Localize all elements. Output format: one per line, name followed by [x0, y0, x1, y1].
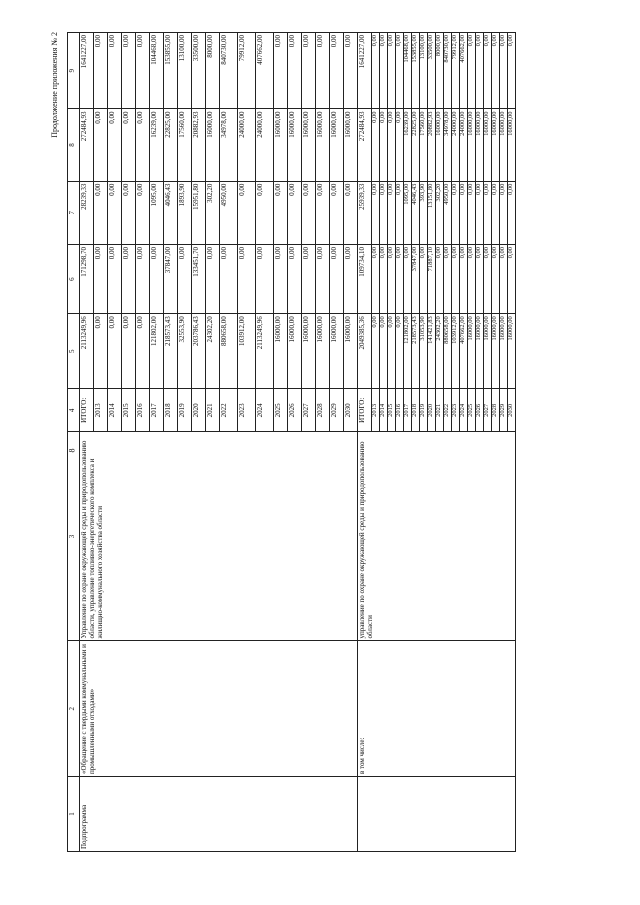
value-cell: 0,00	[238, 181, 256, 244]
value-cell: 16000,00	[330, 109, 344, 181]
value-cell: 24000,00	[238, 109, 256, 181]
appendix-caption: Продолжение приложения № 2	[50, 32, 59, 138]
value-cell: 79912,00	[238, 33, 256, 109]
value-cell: 0,00	[330, 245, 344, 314]
year-cell: 2030	[344, 389, 358, 432]
value-cell: 0,00	[238, 245, 256, 314]
value-cell: 0,00	[136, 181, 150, 244]
rotated-table-sheet	[50, 32, 564, 852]
value-cell: 24302,20	[436, 314, 444, 389]
year-cell: 2017	[404, 389, 412, 432]
year-cell: 2025	[468, 389, 476, 432]
value-cell: 0,00	[468, 245, 476, 314]
value-cell: 0,00	[468, 33, 476, 109]
value-cell: 32553,90	[178, 314, 192, 389]
value-cell: 0,00	[444, 245, 452, 314]
value-cell: 24000,00	[452, 109, 460, 181]
value-cell: 0,00	[344, 181, 358, 244]
value-cell: 13151,80	[428, 181, 436, 244]
value-cell: 0,00	[508, 245, 516, 314]
year-cell: 2023	[452, 389, 460, 432]
value-cell: 16000,00	[484, 109, 492, 181]
col-header: 6	[68, 245, 80, 314]
value-cell: 17560,00	[420, 109, 428, 181]
value-cell: 0,00	[136, 109, 150, 181]
year-cell: 2013	[94, 389, 108, 432]
value-cell: 0,00	[372, 109, 380, 181]
value-cell: 2113249,96	[256, 314, 274, 389]
value-cell: 0,00	[460, 245, 468, 314]
year-cell: 2030	[508, 389, 516, 432]
value-cell: 0,00	[108, 245, 122, 314]
year-cell: 2018	[412, 389, 420, 432]
table-row	[358, 33, 372, 852]
value-cell: 0,00	[206, 245, 220, 314]
value-cell: 121802,00	[404, 314, 412, 389]
value-cell: 4046,43	[412, 181, 420, 244]
value-cell: 31053,90	[420, 314, 428, 389]
value-cell: 0,00	[388, 314, 396, 389]
value-cell: 16000,00	[500, 314, 508, 389]
value-cell: 0,00	[396, 33, 404, 109]
year-cell: 2028	[316, 389, 330, 432]
value-cell: 16000,00	[468, 314, 476, 389]
value-cell: 171298,70	[80, 245, 94, 314]
value-cell: 0,00	[396, 181, 404, 244]
value-cell: 0,00	[344, 33, 358, 109]
value-cell: 109734,10	[358, 245, 372, 314]
value-cell: 8000,00	[206, 33, 220, 109]
value-cell: 0,00	[484, 245, 492, 314]
value-cell: 0,00	[122, 109, 136, 181]
value-cell: 0,00	[380, 314, 388, 389]
value-cell: 0,00	[436, 245, 444, 314]
value-cell: 218573,43	[164, 314, 178, 389]
value-cell: 4950,00	[220, 181, 238, 244]
table-row	[80, 33, 94, 852]
value-cell: 16000,00	[206, 109, 220, 181]
page-number: 8	[67, 448, 77, 453]
value-cell: 0,00	[372, 181, 380, 244]
value-cell: 0,00	[122, 181, 136, 244]
value-cell: 1641227,00	[80, 33, 94, 109]
value-cell: 0,00	[484, 181, 492, 244]
value-cell: 2049385,36	[358, 314, 372, 389]
year-cell: 2015	[122, 389, 136, 432]
value-cell: 0,00	[396, 314, 404, 389]
value-cell: 33500,00	[428, 33, 436, 109]
value-cell: 0,00	[94, 314, 108, 389]
year-cell: ИТОГО:	[80, 389, 94, 432]
value-cell: 880658,00	[444, 314, 452, 389]
value-cell: 16000,00	[492, 109, 500, 181]
value-cell: 272484,93	[80, 109, 94, 181]
value-cell: 203786,43	[192, 314, 206, 389]
value-cell: 71887,10	[428, 245, 436, 314]
value-cell: 153855,00	[412, 33, 420, 109]
value-cell: 16000,00	[302, 109, 316, 181]
value-cell: 16000,00	[476, 109, 484, 181]
col-header: 7	[68, 181, 80, 244]
value-cell: 840730,00	[444, 33, 452, 109]
value-cell: 393,90	[420, 181, 428, 244]
value-cell: 0,00	[492, 181, 500, 244]
value-cell: 0,00	[288, 33, 302, 109]
value-cell: 16000,00	[476, 314, 484, 389]
value-cell: 0,00	[460, 181, 468, 244]
value-cell: 407662,00	[256, 33, 274, 109]
value-cell: 16000,00	[508, 314, 516, 389]
value-cell: 407662,00	[460, 33, 468, 109]
value-cell: 4950,00	[444, 181, 452, 244]
year-cell: 2020	[428, 389, 436, 432]
value-cell: 13100,00	[420, 33, 428, 109]
value-cell: 20882,93	[428, 109, 436, 181]
value-cell: 0,00	[274, 33, 288, 109]
year-cell: 2027	[302, 389, 316, 432]
value-cell: 0,00	[122, 314, 136, 389]
col-header: 9	[68, 33, 80, 109]
value-cell: 24000,00	[460, 109, 468, 181]
value-cell: 0,00	[220, 245, 238, 314]
program-type-cell: Подпрограмма	[80, 777, 358, 852]
value-cell: 16000,00	[274, 109, 288, 181]
year-cell: 2022	[220, 389, 238, 432]
value-cell: 16000,00	[274, 314, 288, 389]
value-cell: 0,00	[388, 181, 396, 244]
value-cell: 1095,00	[404, 181, 412, 244]
year-cell: 2020	[192, 389, 206, 432]
value-cell: 16000,00	[500, 109, 508, 181]
value-cell: 2113249,96	[80, 314, 94, 389]
value-cell: 0,00	[388, 33, 396, 109]
year-cell: 2026	[288, 389, 302, 432]
value-cell: 104468,00	[150, 33, 164, 109]
value-cell: 0,00	[452, 181, 460, 244]
value-cell: 0,00	[500, 33, 508, 109]
value-cell: 0,00	[316, 181, 330, 244]
value-cell: 0,00	[136, 33, 150, 109]
value-cell: 0,00	[274, 181, 288, 244]
year-cell: 2025	[274, 389, 288, 432]
year-cell: 2024	[256, 389, 274, 432]
value-cell: 0,00	[452, 245, 460, 314]
value-cell: 0,00	[288, 181, 302, 244]
col-header: 3	[68, 432, 80, 641]
value-cell: 16000,00	[492, 314, 500, 389]
value-cell: 16000,00	[302, 314, 316, 389]
value-cell: 0,00	[330, 181, 344, 244]
col-header: 4	[68, 389, 80, 432]
value-cell: 0,00	[476, 181, 484, 244]
year-cell: 2015	[388, 389, 396, 432]
value-cell: 0,00	[256, 245, 274, 314]
value-cell: 0,00	[94, 181, 108, 244]
empty-cell	[358, 777, 516, 852]
year-cell: 2026	[476, 389, 484, 432]
value-cell: 0,00	[380, 181, 388, 244]
value-cell: 0,00	[500, 245, 508, 314]
value-cell: 0,00	[256, 181, 274, 244]
value-cell: 0,00	[344, 245, 358, 314]
value-cell: 0,00	[380, 109, 388, 181]
value-cell: 0,00	[94, 33, 108, 109]
value-cell: 1095,00	[150, 181, 164, 244]
value-cell: 28239,33	[80, 181, 94, 244]
year-cell: 2023	[238, 389, 256, 432]
value-cell: 22825,00	[164, 109, 178, 181]
value-cell: 0,00	[372, 33, 380, 109]
value-cell: 8000,00	[436, 33, 444, 109]
value-cell: 0,00	[388, 245, 396, 314]
value-cell: 16000,00	[288, 109, 302, 181]
value-cell: 1893,90	[178, 181, 192, 244]
year-cell: ИТОГО:	[358, 389, 372, 432]
value-cell: 0,00	[396, 109, 404, 181]
value-cell: 0,00	[508, 33, 516, 109]
value-cell: 302,20	[436, 181, 444, 244]
value-cell: 0,00	[108, 109, 122, 181]
value-cell: 16000,00	[288, 314, 302, 389]
value-cell: 13100,00	[178, 33, 192, 109]
value-cell: 34978,00	[444, 109, 452, 181]
year-cell: 2022	[444, 389, 452, 432]
value-cell: 17560,00	[178, 109, 192, 181]
value-cell: 133451,70	[192, 245, 206, 314]
value-cell: 16000,00	[436, 109, 444, 181]
value-cell: 104468,00	[404, 33, 412, 109]
value-cell: 4046,43	[164, 181, 178, 244]
col-header: 8	[68, 109, 80, 181]
value-cell: 0,00	[468, 181, 476, 244]
value-cell: 0,00	[372, 314, 380, 389]
value-cell: 272484,93	[358, 109, 372, 181]
including-section	[358, 33, 516, 852]
year-cell: 2024	[460, 389, 468, 432]
value-cell: 0,00	[122, 33, 136, 109]
value-cell: 16000,00	[484, 314, 492, 389]
value-cell: 22825,00	[412, 109, 420, 181]
value-cell: 15951,80	[192, 181, 206, 244]
value-cell: 0,00	[108, 181, 122, 244]
year-cell: 2018	[164, 389, 178, 432]
value-cell: 0,00	[288, 245, 302, 314]
value-cell: 0,00	[396, 245, 404, 314]
value-cell: 16000,00	[508, 109, 516, 181]
including-label-cell: в том числе:	[358, 641, 516, 777]
value-cell: 37847,00	[412, 245, 420, 314]
value-cell: 0,00	[492, 245, 500, 314]
value-cell: 25939,33	[358, 181, 372, 244]
year-cell: 2021	[436, 389, 444, 432]
year-cell: 2016	[396, 389, 404, 432]
value-cell: 0,00	[476, 33, 484, 109]
value-cell: 0,00	[388, 109, 396, 181]
value-cell: 0,00	[136, 245, 150, 314]
value-cell: 24000,00	[256, 109, 274, 181]
col-header: 5	[68, 314, 80, 389]
year-cell: 2029	[330, 389, 344, 432]
year-cell: 2029	[500, 389, 508, 432]
value-cell: 16000,00	[344, 109, 358, 181]
value-cell: 103912,00	[452, 314, 460, 389]
value-cell: 0,00	[122, 245, 136, 314]
year-cell: 2016	[136, 389, 150, 432]
value-cell: 33500,00	[192, 33, 206, 109]
year-cell: 2013	[372, 389, 380, 432]
value-cell: 103912,00	[238, 314, 256, 389]
value-cell: 0,00	[108, 33, 122, 109]
value-cell: 218573,43	[412, 314, 420, 389]
value-cell: 0,00	[500, 181, 508, 244]
value-cell: 0,00	[484, 33, 492, 109]
year-cell: 2019	[420, 389, 428, 432]
value-cell: 16000,00	[344, 314, 358, 389]
value-cell: 141421,83	[428, 314, 436, 389]
year-cell: 2014	[380, 389, 388, 432]
value-cell: 153855,00	[164, 33, 178, 109]
value-cell: 0,00	[420, 245, 428, 314]
value-cell: 79912,00	[452, 33, 460, 109]
column-number-row	[68, 33, 80, 852]
year-cell: 2028	[492, 389, 500, 432]
value-cell: 0,00	[150, 245, 164, 314]
value-cell: 0,00	[178, 245, 192, 314]
year-cell: 2014	[108, 389, 122, 432]
col-header: 2	[68, 641, 80, 777]
value-cell: 407662,00	[460, 314, 468, 389]
value-cell: 1641227,00	[358, 33, 372, 109]
value-cell: 16000,00	[330, 314, 344, 389]
value-cell: 0,00	[316, 245, 330, 314]
value-cell: 0,00	[108, 314, 122, 389]
value-cell: 302,20	[206, 181, 220, 244]
value-cell: 0,00	[136, 314, 150, 389]
including-executor-cell: управление по охране окружающей среды и природопользованию области	[358, 432, 516, 641]
year-cell: 2019	[178, 389, 192, 432]
value-cell: 840730,00	[220, 33, 238, 109]
year-cell: 2017	[150, 389, 164, 432]
value-cell: 0,00	[492, 33, 500, 109]
value-cell: 0,00	[302, 245, 316, 314]
value-cell: 0,00	[372, 245, 380, 314]
value-cell: 0,00	[380, 245, 388, 314]
value-cell: 16239,00	[150, 109, 164, 181]
year-cell: 2021	[206, 389, 220, 432]
program-section	[80, 33, 358, 852]
value-cell: 0,00	[302, 181, 316, 244]
value-cell: 16000,00	[316, 314, 330, 389]
value-cell: 0,00	[94, 245, 108, 314]
value-cell: 0,00	[316, 33, 330, 109]
value-cell: 16239,00	[404, 109, 412, 181]
budget-table	[67, 32, 516, 852]
value-cell: 0,00	[404, 245, 412, 314]
value-cell: 0,00	[380, 33, 388, 109]
col-header: 1	[68, 777, 80, 852]
program-executor-cell: Управление по охране окружающей среды и природопользованию области, управление топливно-энергетического комплекса и жилищно-коммунального хозяйства области	[80, 432, 358, 641]
value-cell: 37847,00	[164, 245, 178, 314]
value-cell: 0,00	[274, 245, 288, 314]
value-cell: 16000,00	[468, 109, 476, 181]
value-cell: 0,00	[508, 181, 516, 244]
value-cell: 0,00	[476, 245, 484, 314]
program-name-cell: «Обращение с твердыми коммунальными и промышленными отходами»	[80, 641, 358, 777]
value-cell: 20882,93	[192, 109, 206, 181]
value-cell: 0,00	[302, 33, 316, 109]
value-cell: 24302,20	[206, 314, 220, 389]
year-cell: 2027	[484, 389, 492, 432]
value-cell: 16000,00	[316, 109, 330, 181]
value-cell: 0,00	[94, 109, 108, 181]
value-cell: 34978,00	[220, 109, 238, 181]
value-cell: 121802,00	[150, 314, 164, 389]
value-cell: 0,00	[330, 33, 344, 109]
value-cell: 880658,00	[220, 314, 238, 389]
